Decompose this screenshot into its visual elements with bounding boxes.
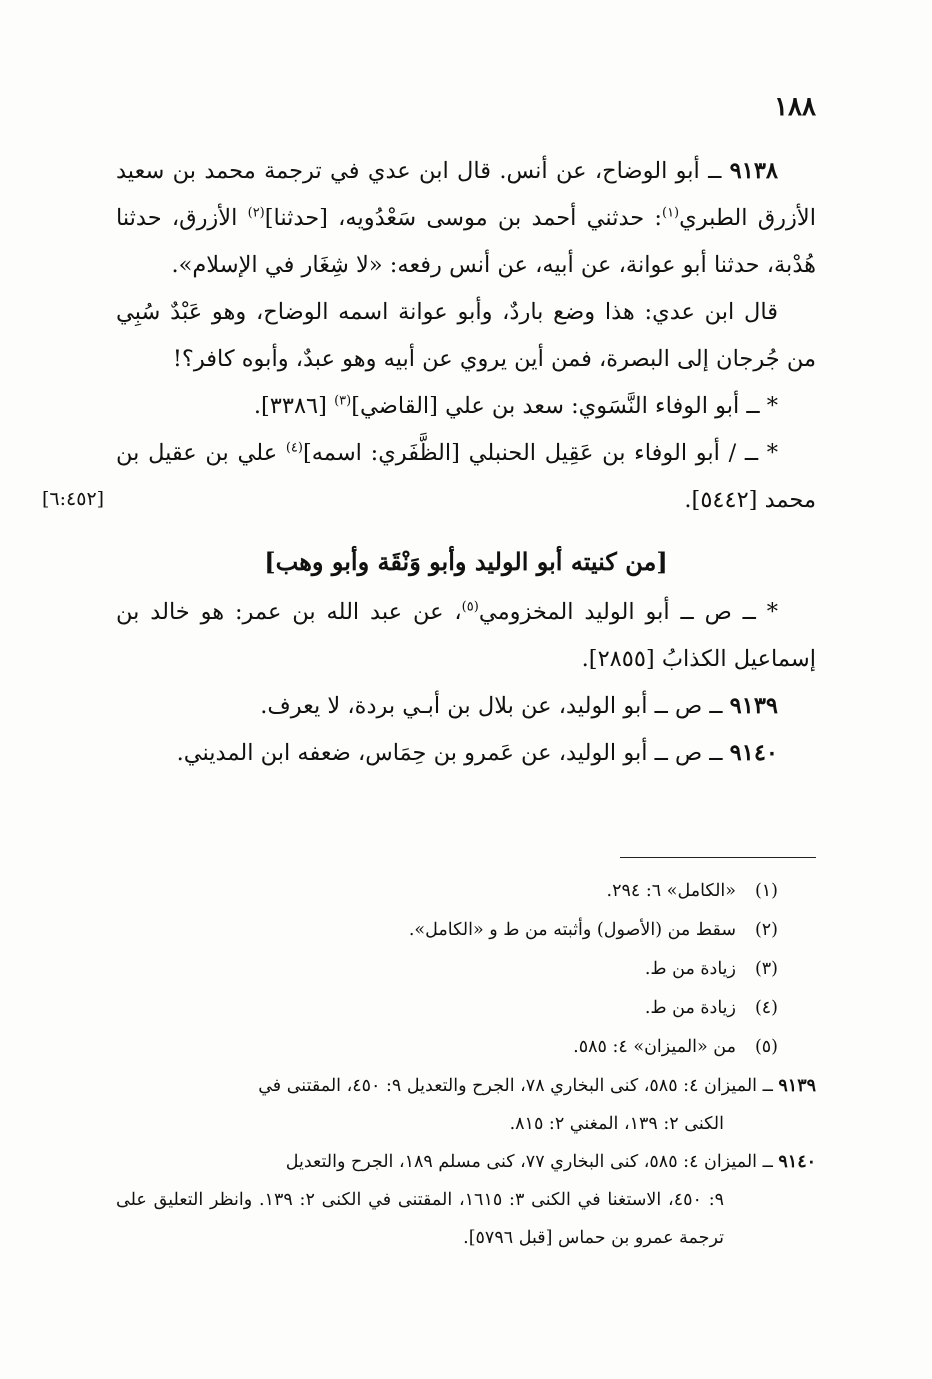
main-text	[116, 148, 816, 777]
footnote-marker: (٢)	[247, 205, 265, 221]
ref-makhzumi: * ــ ص ــ أبو الوليد المخزومي$^{(٥)}$، عن عبد الله بن عمر: هو خالد بن إسماعيل الكذابُ [٢٨٥٥].	[116, 599, 816, 672]
entry-9138: ٩١٣٨ ــ أبو الوضاح، عن أنس. قال ابن عدي في ترجمة محمد بن سعيد الأزرق الطبري$^{(١)}$: حدثني أحمد بن موسى سَعْدُويه، [حدثنا]$^{(٢)}$ الأزرق، حدثنا هُدْبة، حدثنا أبو عوانة، عن أبيه، عن أنس رفعه: «لا شِغَار في الإسلام».	[116, 158, 816, 278]
footnote: (١)«الكامل» ٦: ٢٩٤.	[606, 881, 778, 901]
footnote: (٢)سقط من (الأصول) وأثبته من ط و «الكامل».	[408, 920, 778, 940]
footnote-marker: (٣)	[334, 393, 352, 409]
footnote: (٤)زيادة من ط.	[644, 998, 778, 1018]
ibn-adi-comment: قال ابن عدي: هذا وضع باردٌ، وأبو عوانة اسمه الوضاح، وهو عَبْدٌ سُبِي من جُرجان إلى البصرة، فمن أين يروي عن أبيه وهو عبدٌ، وأبوه كافر؟!	[116, 299, 816, 372]
footnote: (٣)زيادة من ط.	[644, 959, 778, 979]
footnote: (٥)من «الميزان» ٤: ٥٨٥.	[573, 1037, 778, 1057]
entry-number: ٩١٣٩	[729, 693, 778, 719]
commentary-9139: ٩١٣٩ ــ الميزان ٤: ٥٨٥، كنى البخاري ٧٨، الجرح والتعديل ٩: ٤٥٠، المقتنى في الكنى ٢: ١٣٩، المغني ٢: ٨١٥.	[258, 1076, 816, 1134]
footnote-marker: (٤)	[285, 440, 303, 456]
margin-volume-reference: [٦:٤٥٢]	[42, 488, 105, 510]
entry-number: ٩١٤٠	[729, 740, 778, 766]
footnote-separator	[620, 857, 816, 858]
commentary-9140: ٩١٤٠ ــ الميزان ٤: ٥٨٥، كنى البخاري ٧٧، كنى مسلم ١٨٩، الجرح والتعديل ٩: ٤٥٠، الاستغنا في الكنى ٣: ١٦١٥، المقتنى في الكنى ٢: ١٣٩. وانظر التعليق على ترجمة عمرو بن حماس [قبل ٥٧٩٦].	[116, 1152, 816, 1248]
section-heading: [من كنيته أبو الوليد وأبو وَنْقَة وأبو وهب]	[264, 547, 668, 576]
entry-9140: ٩١٤٠ ــ ص ــ أبو الوليد، عن عَمرو بن حِمَاس، ضعفه ابن المديني.	[176, 740, 778, 766]
footnote-marker: (٥)	[461, 599, 479, 615]
entry-9139: ٩١٣٩ ــ ص ــ أبو الوليد، عن بلال بن أبـي بردة، لا يعرف.	[260, 693, 778, 719]
page-number: ١٨٨	[774, 92, 816, 122]
ref-hanbali: * ــ / أبو الوفاء بن عَقِيل الحنبلي [الظَّفَري: اسمه]$^{(٤)}$ علي بن عقيل بن محمد [٥٤٤٢].	[116, 440, 816, 513]
ref-nasawi: * ــ أبو الوفاء النَّسَوي: سعد بن علي [القاضي]$^{(٣)}$ [٣٣٨٦].	[253, 393, 778, 419]
footnotes-section	[116, 872, 816, 1257]
footnote-marker: (١)	[661, 205, 680, 221]
entry-number: ٩١٣٨	[729, 158, 778, 184]
